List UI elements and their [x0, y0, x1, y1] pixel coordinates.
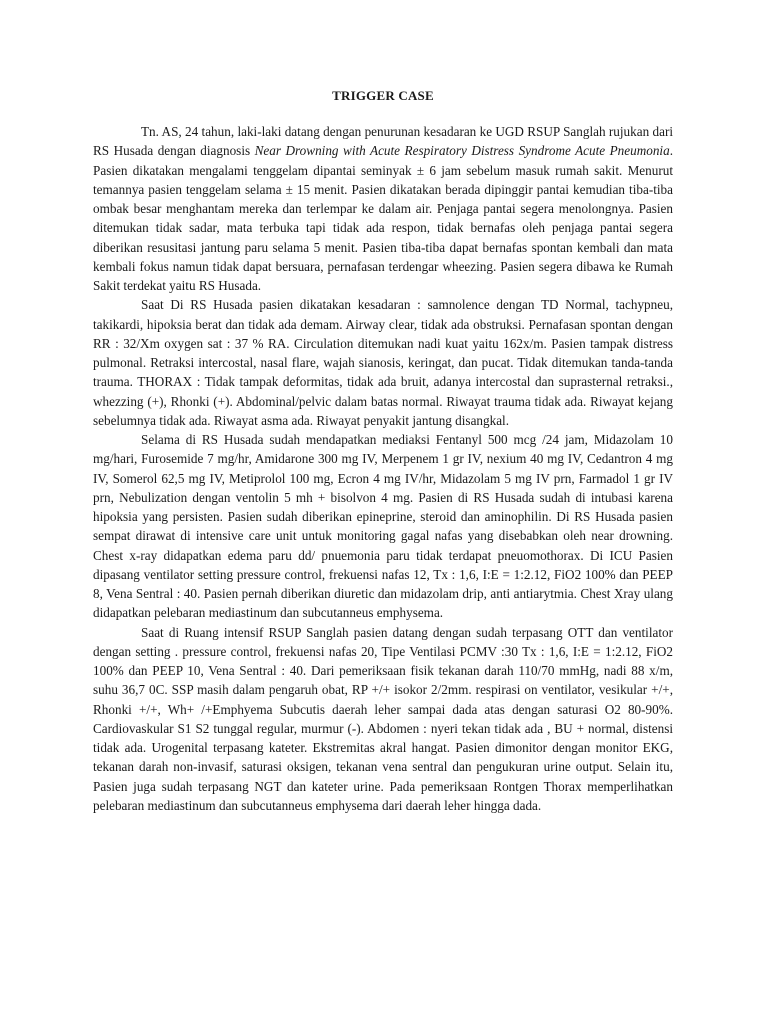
paragraph-icu-sanglah: Saat di Ruang intensif RSUP Sanglah pasien datang dengan sudah terpasang OTT dan ventilator dengan setting . pressure control, frekuensi nafas 20, Tipe Ventilasi PCMV :30 Tx : 1,6, I:E = 1:2.12, FiO2 100% dan PEEP 10, Vena Sentral : 40. Dari pemeriksaan fisik tekanan darah 110/70 mmHg, nadi 88 x/m, suhu 36,7 0C. SSP masih dalam pengaruh obat, RP +/+ isokor 2/2mm. respirasi on ventilator, vesikular +/+, Rhonki +/+, Wh+ /+Emphyema Subcutis daerah leher sampai dada atas dengan saturasi O2 80-90%. Cardiovaskular S1 S2 tunggal regular, murmur (-). Abdomen : nyeri tekan tidak ada , BU + normal, distensi tidak ada. Urogenital terpasang kateter. Ekstremitas akral hangat. Pasien dimonitor dengan monitor EKG, tekanan darah non-invasif, saturasi oksigen, tekanan vena sentral dan pengukuran urine output. Selain itu, Pasien juga sudah terpasang NGT dan kateter urine. Pada pemeriksaan Rontgen Thorax memperlihatkan pelebaran mediastinum dan subcutanneus emphysema dari daerah leher hingga dada. [93, 624, 673, 813]
document-title: TRIGGER CASE [332, 88, 434, 103]
paragraph-medication: Selama di RS Husada sudah mendapatkan mediaksi Fentanyl 500 mcg /24 jam, Midazolam 10 mg/hari, Furosemide 7 mg/hr, Amidarone 300 mg IV, Merpenem 1 gr IV, nexium 40 mg IV, Cedantron 4 mg IV, Somerol 62,5 mg IV, Metiprolol 100 mg, Ecron 4 mg IV/hr, Midazolam 5 mg IV prn, Farmadol 1 gr IV prn, Nebulization dengan ventolin 5 mh + bisolvon 4 mg. Pasien di RS Husada sudah di intubasi karena hipoksia yang persisten. Pasien sudah diberikan epineprine, steroid dan aminophilin. Di RS Husada pasien sempat dirawat di intensive care unit untuk monitoring gagal nafas yang disebabkan oleh near drowning. Chest x-ray didapatkan edema paru dd/ pnuemonia paru tidak terdapat pneuomothorax. Di ICU Pasien dipasang ventilator setting pressure control, frekuensi nafas 12, Tx : 1,6, I:E = 1:2.12, FiO2 100% dan PEEP 8, Vena Sentral : 40. Pasien pernah diberikan diuretic dan midazolam drip, anti antiarytmia. Chest Xray ulang didapatkan pelebaran mediastinum dan subcutanneus emphysema. [93, 432, 673, 621]
paragraph-text: Tn. AS, 24 tahun, laki-laki datang dengan penurunan kesadaran ke UGD RSUP Sanglah rujukan dari RS Husada dengan diagnosis [93, 124, 673, 159]
paragraph-presentation [93, 122, 673, 295]
paragraph-rs-husada-exam: Saat Di RS Husada pasien dikatakan kesadaran : samnolence dengan TD Normal, tachypneu, takikardi, hipoksia berat dan tidak ada demam. Airway clear, tidak ada obstruksi. Pernafasan spontan dengan RR : 32/Xm oxygen sat : 37 % RA. Circulation ditemukan nadi kuat yaitu 162x/m. Pasien tampak distress pulmonal. Retraksi intercostal, nasal flare, wajah sianosis, keringat, dan pucat. Tidak ditemukan tanda-tanda trauma. THORAX : Tidak tampak deformitas, tidak ada bruit, adanya intercostal dan suprasternal retraksi., whezzing (+), Rhonki (+). Abdominal/pelvic dalam batas normal. Riwayat trauma tidak ada. Riwayat kejang sebelumnya tidak ada. Riwayat asma ada. Riwayat penyakit jantung disangkal. [93, 297, 673, 428]
document-page [93, 86, 673, 815]
paragraph-text: . Pasien dikatakan mengalami tenggelam dipantai seminyak ± 6 jam sebelum masuk rumah sakit. Menurut temannya pasien tenggelam selama ± 15 menit. Pasien dikatakan berada dipinggir pantai kemudian tiba-tiba ombak besar menghantam mereka dan terlempar ke dalam air. Penjaga pantai segera menolongnya. Pasien ditemukan tidak sadar, mata terbuka tapi tidak ada respon, tidak bernafas oleh penjaga pantai segera diberikan resusitasi jantung paru selama 5 menit. Pasien tiba-tiba dapat bernafas spontan kembali dan mata kembali fokus namun tidak dapat bersuara, pernafasan terdengar wheezing. Pasien segera dibawa ke Rumah Sakit terdekat yaitu RS Husada. [93, 143, 673, 293]
diagnosis-italic: Near Drowning with Acute Respiratory Distress Syndrome Acute Pneumonia [254, 143, 670, 159]
